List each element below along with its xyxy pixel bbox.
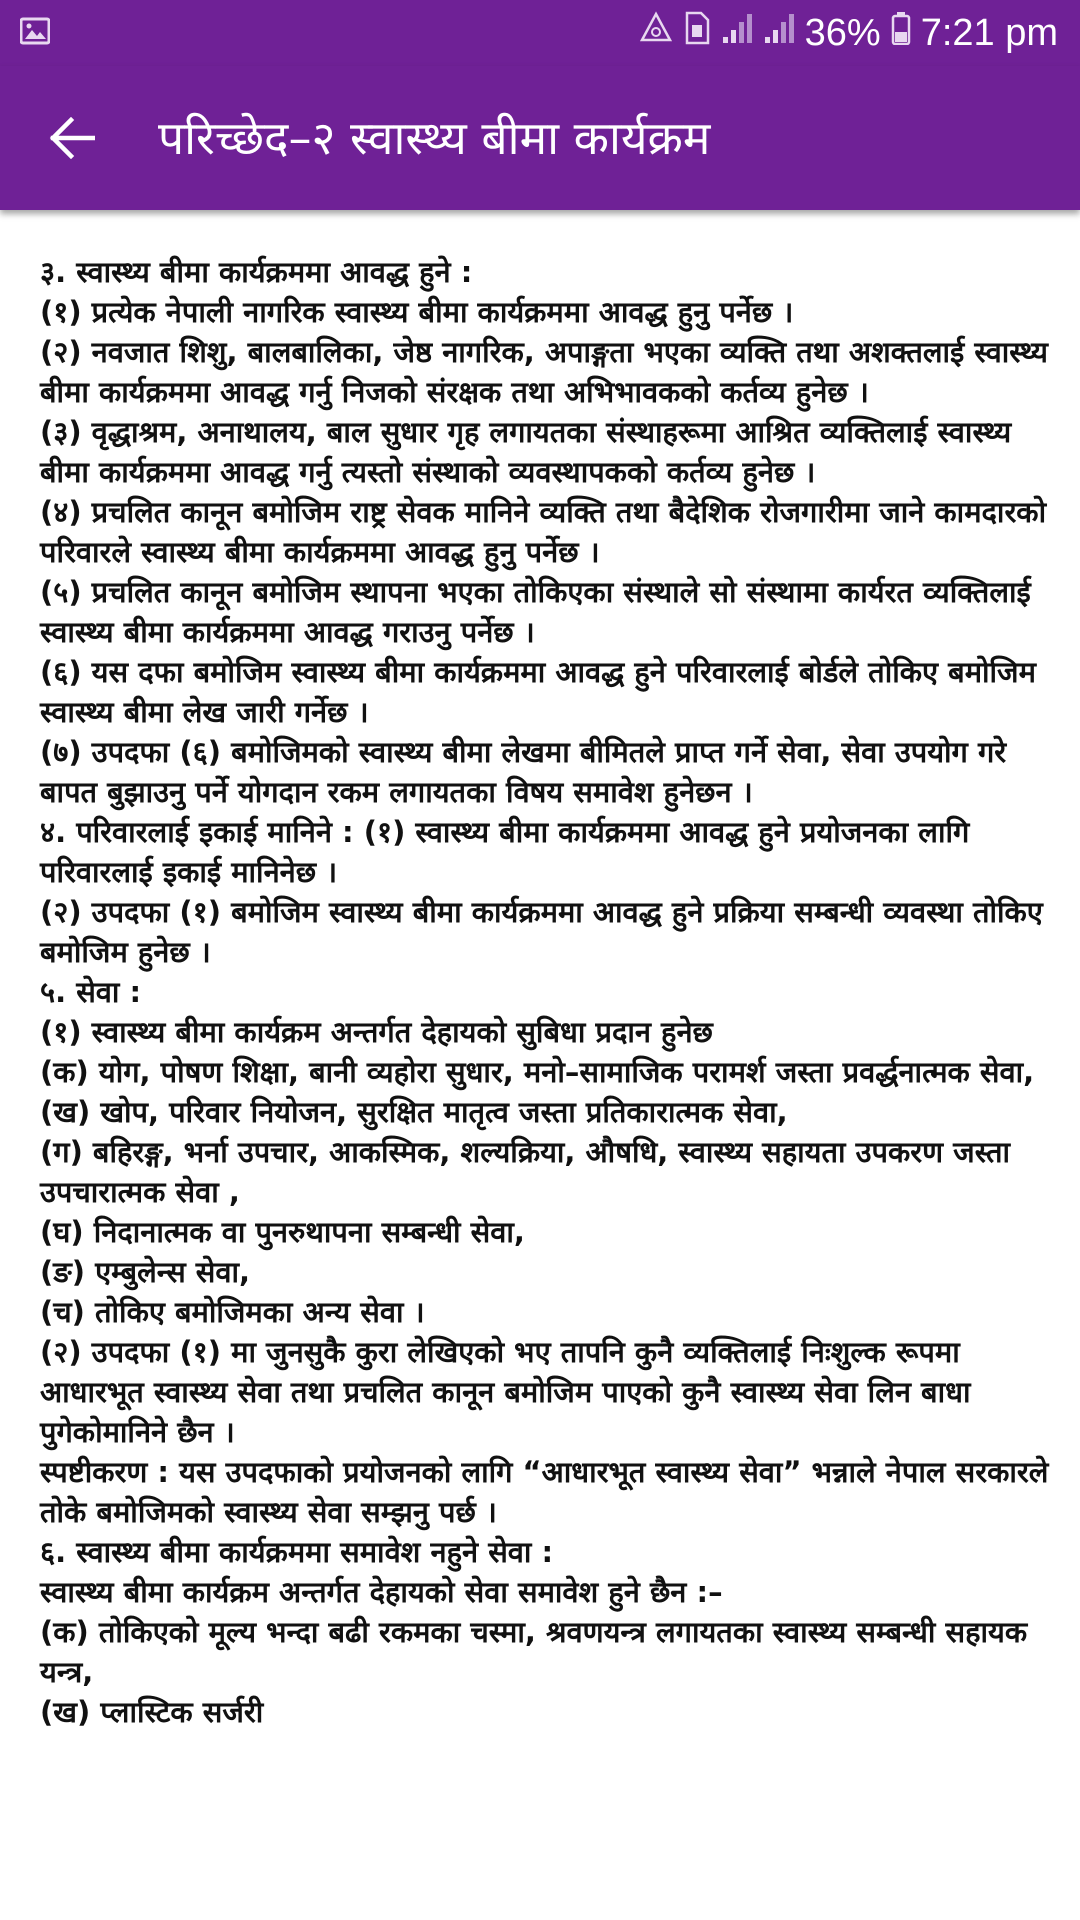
paragraph: (१) प्रत्येक नेपाली नागरिक स्वास्थ्य बीमा कार्यक्रममा आवद्ध हुनु पर्नेछ ।: [40, 295, 794, 329]
paragraph: (ख) प्लास्टिक सर्जरी: [40, 1695, 264, 1729]
paragraph: (१) स्वास्थ्य बीमा कार्यक्रम अन्तर्गत देहायको सुबिधा प्रदान हुनेछ: [40, 1015, 713, 1049]
paragraph: (ङ) एम्बुलेन्स सेवा,: [40, 1255, 251, 1289]
article-body[interactable]: [40, 252, 1059, 1732]
paragraph: (२) उपदफा (१) मा जुनसुकै कुरा लेखिएको भए तापनि कुनै व्यक्तिलाई निःशुल्क रूपमा आधारभूत स्वास्थ्य सेवा तथा प्रचलित कानून बमोजिम पाएको कुनै स्वास्थ्य सेवा लिन बाधा पुगेकोमानिने छैन ।: [40, 1335, 981, 1449]
paragraph: ६. स्वास्थ्य बीमा कार्यक्रममा समावेश नहुने सेवा :: [40, 1535, 554, 1569]
paragraph: स्पष्टीकरण : यस उपदफाको प्रयोजनको लागि “आधारभूत स्वास्थ्य सेवा” भन्नाले नेपाल सरकारले तोके बमोजिमको स्वास्थ्य सेवा सम्झनु पर्छ ।: [40, 1455, 1059, 1529]
paragraph: (क) तोकिएको मूल्य भन्दा बढी रकमका चस्मा, श्रवणयन्त्र लगायतका स्वास्थ्य सम्बन्धी सहायक यन्त्र,: [40, 1615, 1038, 1689]
image-icon: [20, 16, 50, 46]
paragraph: (ग) बहिरङ्ग, भर्ना उपचार, आकस्मिक, शल्यक्रिया, औषधि, स्वास्थ्य सहायता उपकरण जस्ता उपचारात्मक सेवा ,: [40, 1135, 1021, 1209]
paragraph: (३) वृद्धाश्रम, अनाथालय, बाल सुधार गृह लगायतका संस्थाहरूमा आश्रित व्यक्तिलाई स्वास्थ्य बीमा कार्यक्रममा आवद्ध गर्नु त्यस्तो संस्थाको व्यवस्थापकको कर्तव्य हुनेछ ।: [40, 415, 1022, 489]
paragraph: स्वास्थ्य बीमा कार्यक्रम अन्तर्गत देहायको सेवा समावेश हुने छैन :–: [40, 1575, 723, 1609]
app-bar: [0, 66, 1080, 210]
page-title: परिच्छेद–२ स्वास्थ्य बीमा कार्यक्रम: [158, 111, 711, 165]
signal-icon-2: [763, 11, 795, 55]
paragraph: (घ) निदानात्मक वा पुनरुथापना सम्बन्धी सेवा,: [40, 1215, 525, 1249]
data-saver-icon: [639, 11, 673, 55]
paragraph: (६) यस दफा बमोजिम स्वास्थ्य बीमा कार्यक्रममा आवद्ध हुने परिवारलाई बोर्डले तोकिए बमोजिम स्वास्थ्य बीमा लेख जारी गर्नेछ ।: [40, 655, 1047, 729]
paragraph: ३. स्वास्थ्य बीमा कार्यक्रममा आवद्ध हुने :: [40, 255, 473, 289]
paragraph: (क) योग, पोषण शिक्षा, बानी व्यहोरा सुधार, मनो–सामाजिक परामर्श जस्ता प्रवर्द्धनात्मक सेवा,: [40, 1055, 1035, 1089]
paragraph: (च) तोकिए बमोजिमका अन्य सेवा ।: [40, 1295, 425, 1329]
sim-icon: [683, 11, 711, 55]
arrow-back-icon: [49, 117, 95, 159]
paragraph: (ख) खोप, परिवार नियोजन, सुरक्षित मातृत्व जस्ता प्रतिकारात्मक सेवा,: [40, 1095, 788, 1129]
paragraph: (२) नवजात शिशु, बालबालिका, जेष्ठ नागरिक, अपाङ्गता भएका व्यक्ति तथा अशक्तलाई स्वास्थ्य बीमा कार्यक्रममा आवद्ध गर्नु निजको संरक्षक तथा अभिभावकको कर्तव्य हुनेछ ।: [40, 335, 1059, 409]
paragraph: ५. सेवा :: [40, 975, 142, 1009]
paragraph: (५) प्रचलित कानून बमोजिम स्थापना भएका तोकिएका संस्थाले सो संस्थामा कार्यरत व्यक्तिलाई स्वास्थ्य बीमा कार्यक्रममा आवद्ध गराउनु पर्नेछ ।: [40, 575, 1041, 649]
battery-percent: 36%: [804, 11, 881, 54]
status-icons: [639, 8, 1058, 58]
back-button[interactable]: [40, 108, 104, 168]
clock: 7:21 pm: [920, 11, 1058, 54]
paragraph: (४) प्रचलित कानून बमोजिम राष्ट्र सेवक मानिने व्यक्ति तथा बैदेशिक रोजगारीमा जाने कामदारको परिवारले स्वास्थ्य बीमा कार्यक्रममा आवद्ध हुनु पर्नेछ ।: [40, 495, 1057, 569]
battery-icon: [891, 11, 911, 55]
paragraph: (७) उपदफा (६) बमोजिमको स्वास्थ्य बीमा लेखमा बीमितले प्राप्त गर्ने सेवा, सेवा उपयोग गरे बापत बुझाउनु पर्ने योगदान रकम लगायतका विषय समावेश हुनेछन ।: [40, 735, 1017, 809]
paragraph: (२) उपदफा (१) बमोजिम स्वास्थ्य बीमा कार्यक्रममा आवद्ध हुने प्रक्रिया सम्बन्धी व्यवस्था तोकिए बमोजिम हुनेछ ।: [40, 895, 1053, 969]
status-bar: [0, 0, 1080, 66]
paragraph: ४. परिवारलाई इकाई मानिने : (१) स्वास्थ्य बीमा कार्यक्रममा आवद्ध हुने प्रयोजनका लागि परिवारलाई इकाई मानिनेछ ।: [40, 815, 980, 889]
signal-icon: [721, 11, 753, 55]
